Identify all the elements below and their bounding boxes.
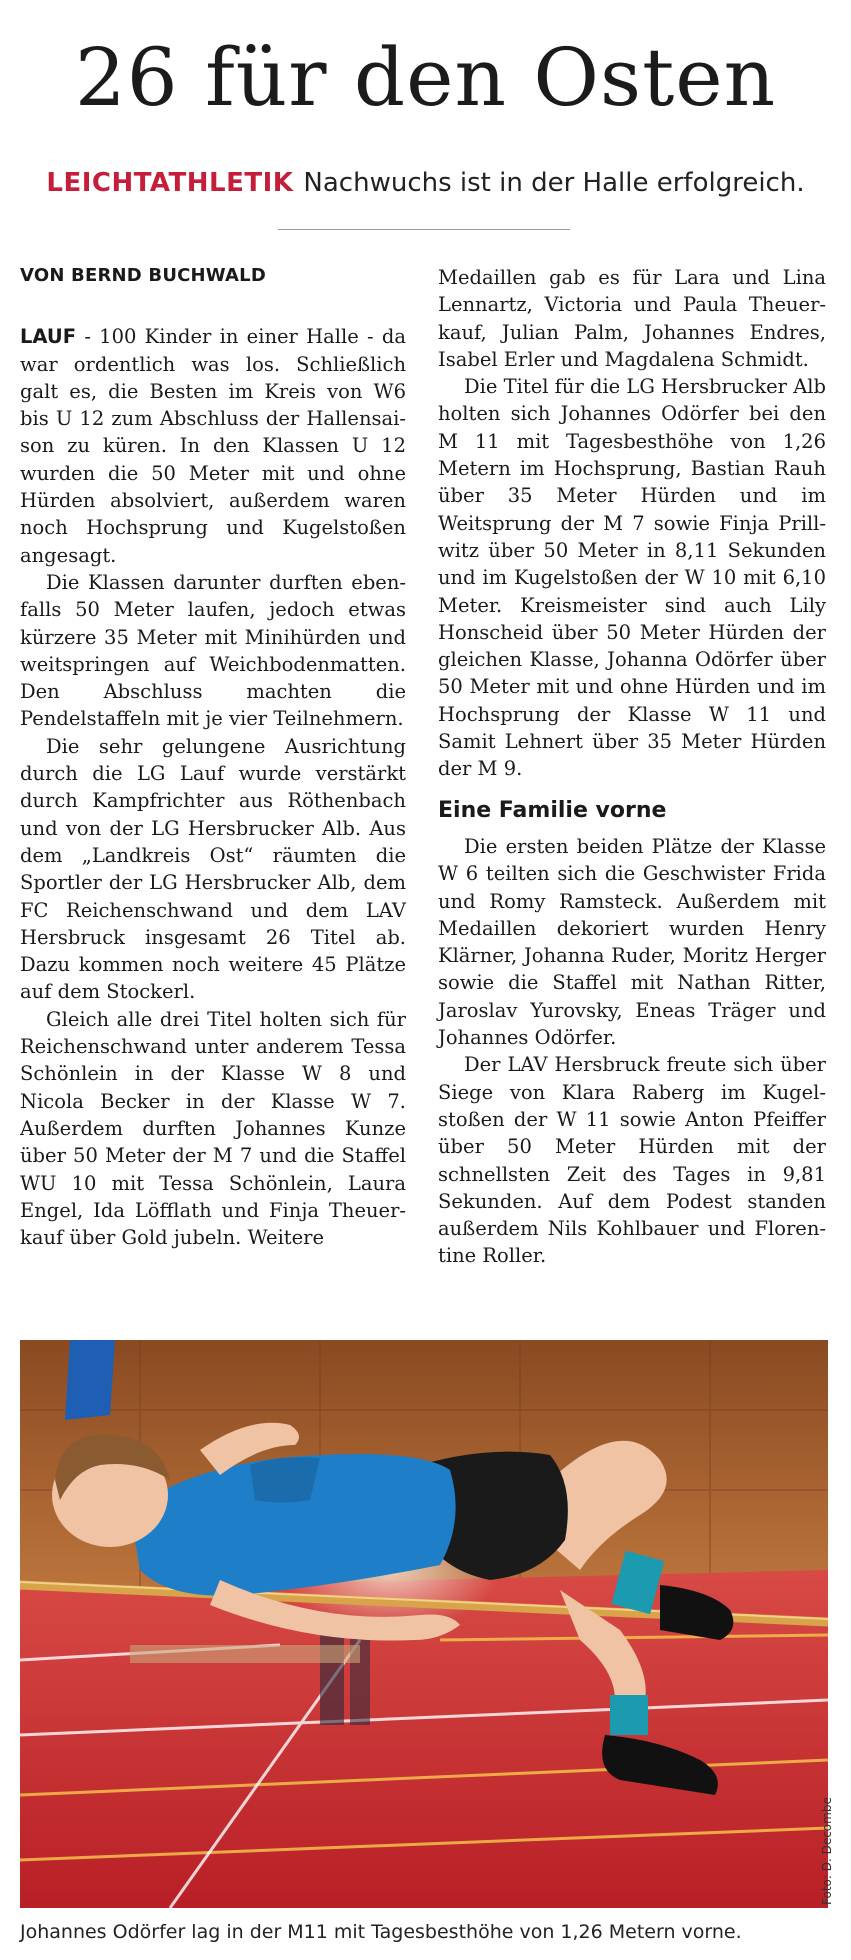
paragraph: Die Klassen darunter durften ebenfalls 50 Meter laufen, jedoch etwas kürzere 35 Meter mit Minihürden und weitspringen auf Weichbodenmatten. Den Abschluss machten die Pendelstaffeln mit je vier Teilnehmern.: [20, 570, 406, 731]
paragraph: Gleich alle drei Titel holten sich für Reichenschwand unter anderem Tessa Schönlein in der Klasse W 8 und Nicola Becker in der Klasse W 7. Außerdem durften Johannes Kunze über 50 Meter der M 7 und die Staffel WU 10 mit Tessa Schönlein, Laura Engel, Ida Löfflath und Finja Theuerkauf über Gold jubeln. Weitere: [20, 1007, 406, 1250]
divider: [278, 229, 570, 230]
deck: Nachwuchs ist in der Halle erfolgreich.: [303, 168, 805, 198]
article-photo: [20, 1340, 828, 1908]
subline: [0, 168, 851, 198]
headline: 26 für den Osten: [74, 31, 777, 124]
paragraph-text: - 100 Kinder in einer Halle - da war ordentlich was los. Schließlich galt es, die Besten im Kreis von W6 bis U 12 zum Abschluss der Hallensaison zu küren. In den Klassen U 12 wurden die 50 Meter mit und ohne Hürden absolviert, außerdem waren noch Hochsprung und Kugelstoßen angesagt.: [20, 325, 406, 567]
high-jump-photo: [20, 1340, 828, 1908]
paragraph: Die Titel für die LG Hersbrucker Alb holten sich Johannes Odörfer bei den M 11 mit Tagesbesthöhe von 1,26 Metern im Hochsprung, Bastian Rauh über 35 Meter Hürden und im Weitsprung der M 7 sowie Finja Prillwitz über 50 Meter in 8,11 Sekunden und im Kugelstoßen der W 10 mit 6,10 Meter. Kreismeister sind auch Lily Honscheid über 50 Meter Hürden der gleichen Klasse, Johanna Odörfer über 50 Meter mit und ohne Hürden und im Hochsprung der Klasse W 11 und Samit Lehnert über 35 Meter Hürden der M 9.: [438, 375, 826, 781]
paragraph: Der LAV Hersbruck freute sich über Siege von Klara Raberg im Kugelstoßen der W 11 sowie Anton Pfeiffer über 50 Meter Hürden mit der schnellsten Zeit des Tages in 9,81 Sekunden. Auf dem Podest standen außerdem Nils Kohlbauer und Florentine Roller.: [438, 1053, 826, 1268]
paragraph: Die ersten beiden Plätze der Klasse W 6 teilten sich die Geschwister Frida und Romy Ramsteck. Außerdem mit Medaillen dekoriert wurden Henry Klärner, Johanna Ruder, Moritz Herger sowie die Staffel mit Nathan Ritter, Jaroslav Yurovsky, Eneas Träger und Johannes Odörfer.: [438, 834, 826, 1050]
photo-caption: Johannes Odörfer lag in der M11 mit Tagesbesthöhe von 1,26 Metern vorne.: [20, 1921, 742, 1943]
paragraph: Die sehr gelungene Ausrichtung durch die LG Lauf wurde verstärkt durch Kampfrichter aus Röthenbach und von der LG Hersbrucker Alb. Aus dem „Landkreis Ost“ räumten die Sportler der LG Hersbrucker Alb, dem FC Reichenschwand und dem LAV Hersbruck insgesamt 26 Titel ab. Dazu kommen noch weitere 45 Plätze auf dem Stockerl.: [20, 734, 406, 1004]
photo-credit: Foto: D. Decombe: [820, 1797, 834, 1905]
paragraph: [20, 323, 406, 569]
byline: VON BERND BUCHWALD: [20, 265, 266, 286]
article-column-right: [438, 264, 826, 1270]
article-column-left: [20, 262, 406, 1251]
paragraph: Medaillen gab es für Lara und Lina Lennartz, Victoria und Paula Theuerkauf, Julian Palm, Johannes Endres, Isabel Erler und Magdalena Schmidt.: [438, 266, 826, 371]
kicker: LEICHTATHLETIK: [46, 168, 294, 198]
dateline: LAUF: [20, 325, 77, 349]
subheading: Eine Familie vorne: [438, 797, 667, 823]
